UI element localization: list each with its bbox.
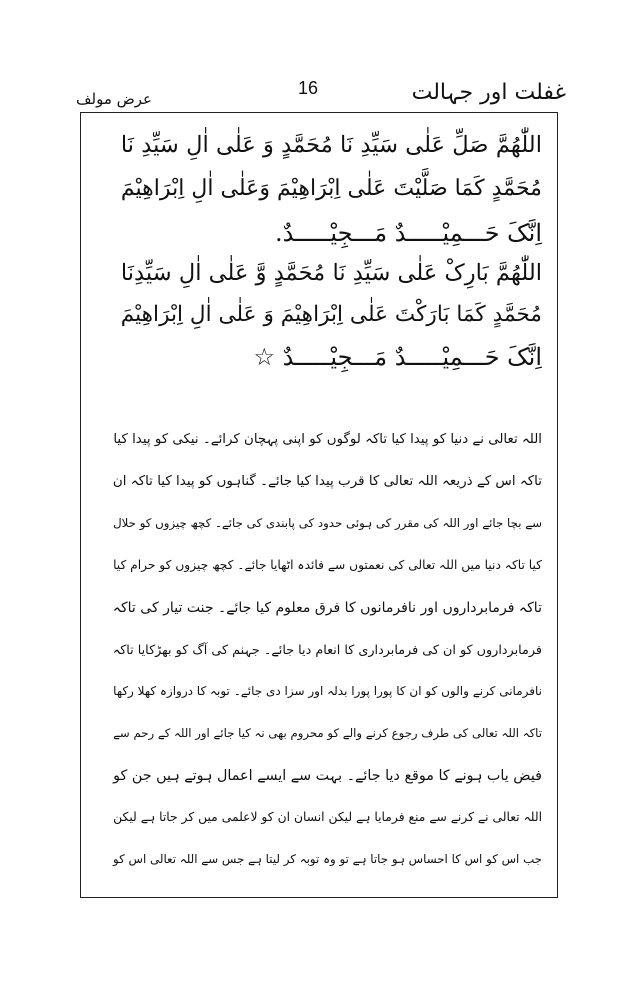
- paragraph-line: اللہ تعالی نے دنیا کو پیدا کیا تاکہ لوگوں کو اپنی پہچان کرائے۔ نیکی کو پیدا کیا: [113, 432, 542, 447]
- paragraph-line: فیض یاب ہونے کا موقع دیا جائے۔ بہت سے ایسے اعمال ہوتے ہیں جن کو: [113, 768, 542, 784]
- durood-line: اللّٰھُمَّ صَلِّ عَلٰی سَیِّدِ نَا مُحَمَّدٍ وَ عَلٰی اٰلِ سَیِّدِ نَا: [120, 132, 542, 158]
- chapter-title: غفلت اور جہالت: [411, 80, 566, 105]
- paragraph-line: نافرمانی کرنے والوں کو ان کا پورا پورا بدلہ اور سزا دی جائے۔ توبہ کا دروازہ کھلا رکھا: [113, 684, 542, 698]
- paragraph-line: فرمابرداروں کو ان کی فرمابرداری کا انعام دیا جائے۔ جہنم کی آگ کو بھڑکایا تاکہ: [112, 643, 542, 658]
- paragraph-line: کیا تاکہ دنیا میں اللہ تعالی کی نعمتوں سے فائدہ اٹھایا جائے۔ کچھ چیزوں کو حرام کیا: [113, 558, 542, 572]
- durood-line: اِنَّکَ حَـــمِیْـــــدٌ مَـــجِیْـــــدٌ ☆: [253, 343, 542, 371]
- durood-line: مُحَمَّدٍ کَمَا بَارَکْتَ عَلٰی اِبْرَاھِیْمَ وَ عَلٰی اٰلِ اِبْرَاھِیْمَ: [120, 302, 542, 327]
- durood-line: اِنَّکَ حَـــمِیْـــــدٌ مَـــجِیْـــــدٌ.: [275, 219, 542, 247]
- paragraph-line: تاکہ فرمابرداروں اور نافرمانوں کا فرق معلوم کیا جائے۔ جنت تیار کی تاکہ: [112, 600, 542, 616]
- durood-line: اللّٰھُمَّ بَارِکْ عَلٰی سَیِّدِ نَا مُحَمَّدٍ وَّ عَلٰی اٰلِ سَیِّدِنَا: [120, 260, 542, 286]
- paragraph-line: جب اس کو اس کا احساس ہو جاتا ہے تو وہ توبہ کر لیتا ہے جس سے اللہ تعالی اس کو: [113, 852, 542, 866]
- page-number: 16: [298, 78, 319, 98]
- paragraph-line: تاکہ اللہ تعالی کی طرف رجوع کرنے والے کو محروم بھی نہ کیا جائے اور اللہ کے رحم سے: [113, 726, 542, 740]
- section-title: عرض مولف: [76, 90, 153, 108]
- paragraph-line: تاکہ اس کے ذریعہ اللہ تعالی کا قرب پیدا کیا جائے۔ گناہوں کو پیدا کیا تاکہ ان: [112, 474, 542, 489]
- paragraph-line: سے بچا جائے اور اللہ کی مقرر کی ہوئی حدود کی پابندی کی جائے۔ کچھ چیزوں کو حلال: [113, 516, 542, 530]
- paragraph-line: اللہ تعالی نے کرنے سے منع فرمایا ہے لیکن انسان ان کو لاعلمی میں کر جاتا ہے لیکن: [113, 810, 542, 824]
- durood-line: مُحَمَّدٍ کَمَا صَلَّیْتَ عَلٰی اِبْرَاھِیْمَ وَعَلٰی اٰلِ اِبْرَاھِیْمَ: [120, 176, 542, 201]
